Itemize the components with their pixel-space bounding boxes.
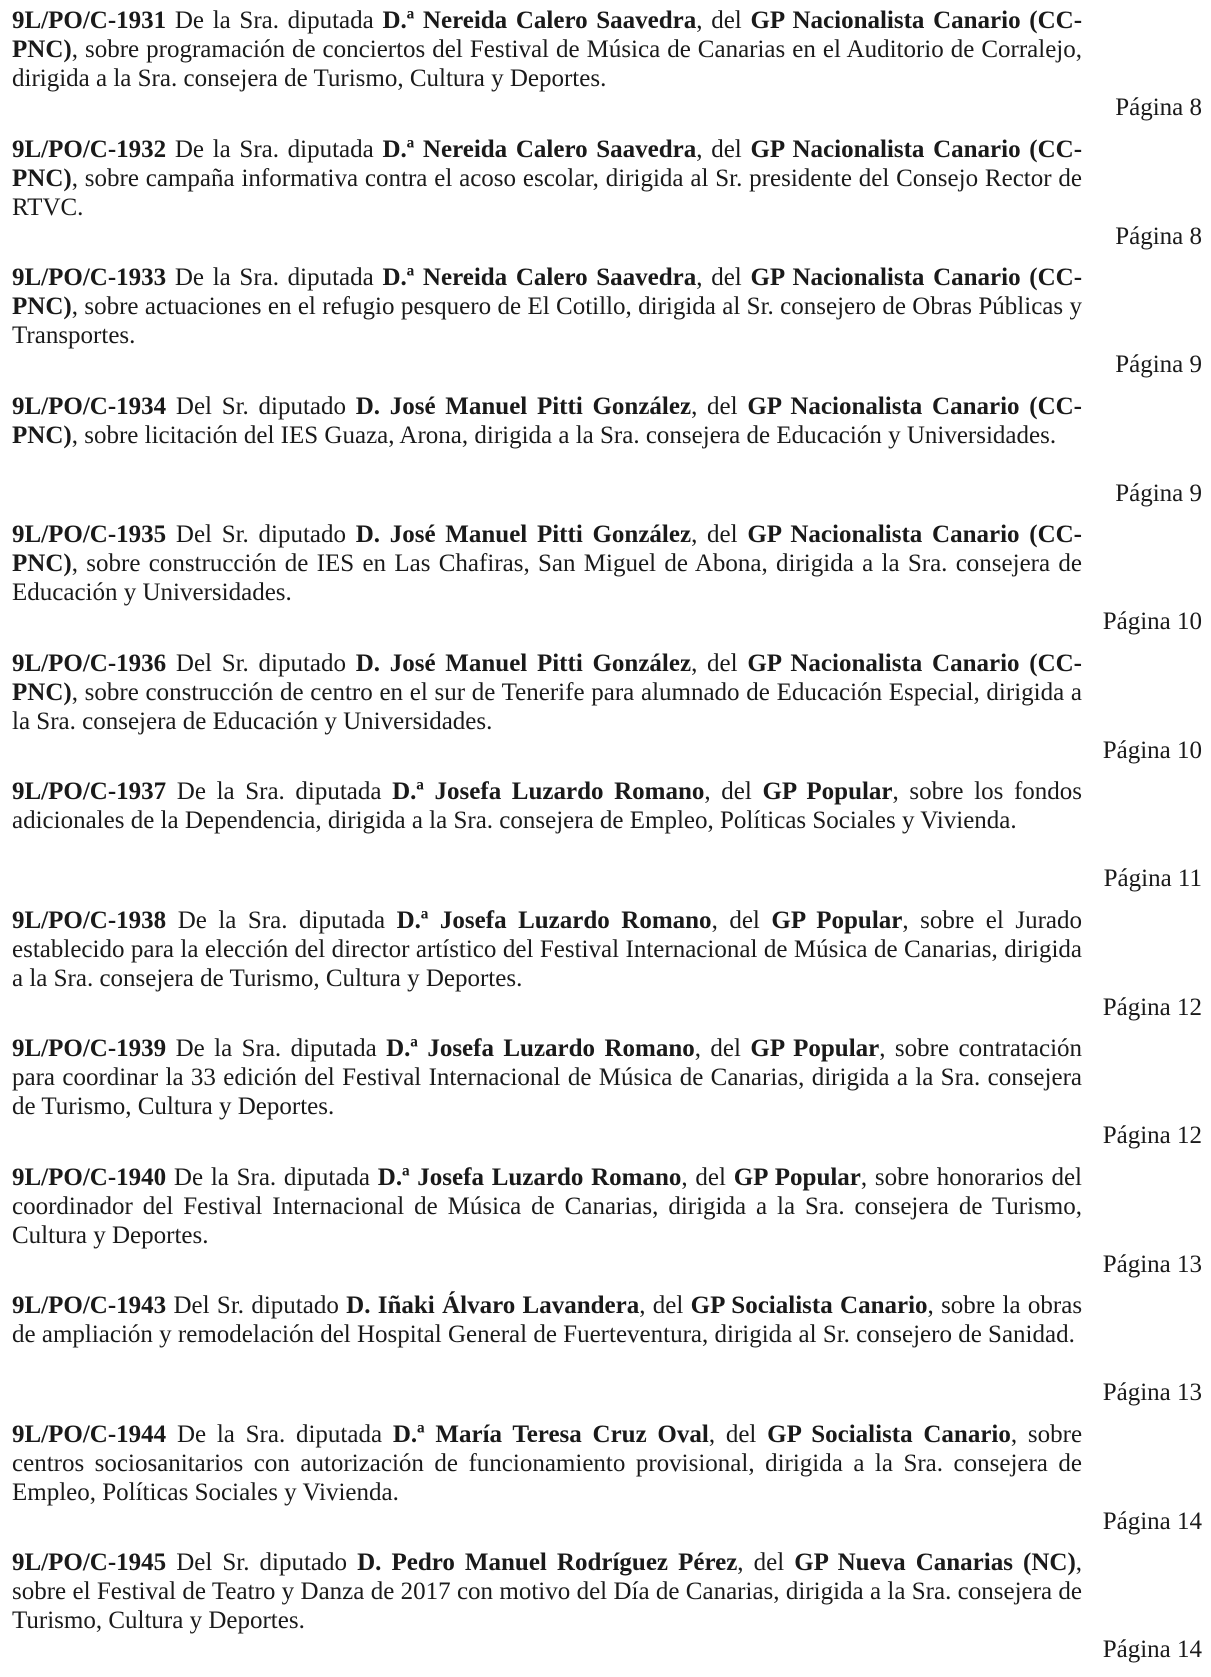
entry-intro: De la Sra. diputada <box>177 906 386 934</box>
entry-group: GP Nueva Canarias (NC) <box>794 1549 1076 1576</box>
entry-subject: , sobre centros sociosanitarios con autorización de funcionamiento provisional, dirigida a la Sra. consejera de Empleo, Políticas Sociales y Vivienda. <box>12 1420 1083 1506</box>
entry-group-prefix: , del <box>691 392 738 420</box>
entry-group-prefix: , del <box>691 649 738 677</box>
entry-code: 9L/PO/C-1933 <box>12 264 167 291</box>
entry-subject: , sobre construcción de centro en el sur de Tenerife para alumnado de Educación Especial, dirigida a la Sra. consejera de Educación y Universidades. <box>12 678 1082 735</box>
toc-entry[interactable] <box>12 1420 1202 1537</box>
entry-code: 9L/PO/C-1939 <box>12 1035 167 1062</box>
entry-text <box>12 6 1082 93</box>
entry-subject: , sobre programación de conciertos del Festival de Música de Canarias en el Auditorio de Corralejo, dirigida a la Sra. consejera de Turismo, Cultura y Deportes. <box>12 36 1082 92</box>
toc-entry[interactable] <box>12 1548 1202 1665</box>
entry-page-ref[interactable]: Página 13 <box>1102 1250 1202 1278</box>
entry-group: GP Nacionalista Canario (CC-PNC) <box>12 392 1083 449</box>
entry-code: 9L/PO/C-1931 <box>12 7 167 34</box>
entry-author: D.ª María Teresa Cruz Oval <box>392 1420 709 1448</box>
entry-page-ref[interactable]: Página 9 <box>1115 479 1202 507</box>
entry-text <box>12 1548 1082 1635</box>
toc-entry[interactable] <box>12 649 1202 766</box>
entry-author: D.ª Josefa Luzardo Romano <box>377 1163 682 1191</box>
toc-entry[interactable] <box>12 777 1202 894</box>
entry-page-ref[interactable]: Página 10 <box>1102 736 1202 764</box>
entry-group: GP Socialista Canario <box>690 1292 928 1319</box>
entry-author: D. José Manuel Pitti González <box>355 649 692 677</box>
entry-group: GP Popular <box>733 1163 861 1191</box>
entry-intro: De la Sra. diputada <box>174 135 374 163</box>
entry-intro: Del Sr. diputado <box>175 521 347 548</box>
entry-text <box>12 520 1082 607</box>
entry-subject: , sobre licitación del IES Guaza, Arona, dirigida a la Sra. consejera de Educación y Universidades. <box>71 421 1057 449</box>
entry-group-prefix: , del <box>691 521 738 548</box>
entry-author: D.ª Nereida Calero Saavedra <box>382 135 697 163</box>
entry-text <box>12 1163 1082 1250</box>
toc-entry[interactable] <box>12 263 1202 380</box>
entry-code: 9L/PO/C-1935 <box>12 521 167 548</box>
entry-page-ref[interactable]: Página 14 <box>1102 1507 1202 1535</box>
entry-code: 9L/PO/C-1938 <box>12 906 167 934</box>
entry-subject: , sobre los fondos adicionales de la Dependencia, dirigida a la Sra. consejera de Empleo, Políticas Sociales y Vivienda. <box>12 778 1082 834</box>
entry-code: 9L/PO/C-1944 <box>12 1420 167 1448</box>
entry-text <box>12 906 1082 993</box>
entry-text <box>12 777 1082 835</box>
entry-page-ref[interactable]: Página 13 <box>1102 1379 1202 1406</box>
entry-author: D.ª Josefa Luzardo Romano <box>392 778 705 805</box>
entry-page-ref[interactable]: Página 8 <box>1115 222 1202 250</box>
entry-author: D. Pedro Manuel Rodríguez Pérez <box>357 1549 738 1576</box>
entry-text <box>12 1420 1082 1507</box>
entry-page-ref[interactable]: Página 8 <box>1115 94 1202 121</box>
entry-page-ref[interactable]: Página 12 <box>1102 1122 1202 1149</box>
entry-text <box>12 649 1082 736</box>
entry-author: D.ª Josefa Luzardo Romano <box>396 906 712 934</box>
entry-code: 9L/PO/C-1934 <box>12 392 167 420</box>
entry-author: D.ª Nereida Calero Saavedra <box>382 7 697 34</box>
entry-group: GP Popular <box>771 906 903 934</box>
entry-code: 9L/PO/C-1936 <box>12 649 167 677</box>
entry-group-prefix: , del <box>696 264 742 291</box>
toc-entry[interactable] <box>12 1291 1202 1408</box>
entry-text <box>12 392 1082 450</box>
entry-group: GP Nacionalista Canario (CC-PNC) <box>12 135 1083 192</box>
entry-code: 9L/PO/C-1937 <box>12 778 167 805</box>
entry-group-prefix: , del <box>711 906 760 934</box>
entry-page-ref[interactable]: Página 10 <box>1102 608 1202 635</box>
entry-text <box>12 263 1082 350</box>
entry-subject: , sobre la obras de ampliación y remodelación del Hospital General de Fuerteventura, dirigida al Sr. consejero de Sanidad. <box>12 1292 1083 1348</box>
entry-subject: , sobre contratación para coordinar la 33 edición del Festival Internacional de Música de Canarias, dirigida a la Sra. consejera de Turismo, Cultura y Deportes. <box>12 1035 1083 1120</box>
entry-intro: De la Sra. diputada <box>174 7 374 34</box>
entry-author: D.ª Nereida Calero Saavedra <box>382 264 697 291</box>
entry-author: D.ª Josefa Luzardo Romano <box>386 1035 695 1062</box>
entry-group: GP Popular <box>762 778 893 805</box>
toc-entry[interactable] <box>12 135 1202 252</box>
entry-group: GP Nacionalista Canario (CC-PNC) <box>12 521 1083 577</box>
entry-subject: , sobre el Jurado establecido para la elección del director artístico del Festival Internacional de Música de Canarias, dirigida a la Sra. consejera de Turismo, Cultura y Deportes. <box>12 906 1083 992</box>
entry-group-prefix: , del <box>639 1292 684 1319</box>
entry-code: 9L/PO/C-1943 <box>12 1292 167 1319</box>
entry-intro: De la Sra. diputada <box>176 1420 383 1448</box>
entry-code: 9L/PO/C-1932 <box>12 135 167 163</box>
entry-subject: , sobre el Festival de Teatro y Danza de 2017 con motivo del Día de Canarias, dirigida a la Sra. consejera de Turismo, Cultura y Deportes. <box>12 1549 1083 1634</box>
entry-group: GP Socialista Canario <box>767 1420 1011 1448</box>
entry-subject: , sobre campaña informativa contra el acoso escolar, dirigida al Sr. presidente del Consejo Rector de RTVC. <box>12 164 1082 221</box>
entry-group-prefix: , del <box>704 778 752 805</box>
entry-group: GP Nacionalista Canario (CC-PNC) <box>12 264 1083 320</box>
entry-author: D. José Manuel Pitti González <box>355 521 692 548</box>
toc-entry[interactable] <box>12 392 1202 509</box>
entry-code: 9L/PO/C-1940 <box>12 1163 167 1191</box>
entry-author: D. Iñaki Álvaro Lavandera <box>346 1292 640 1319</box>
entry-group: GP Nacionalista Canario (CC-PNC) <box>12 7 1083 63</box>
entry-page-ref[interactable]: Página 12 <box>1102 993 1202 1021</box>
entry-page-ref[interactable]: Página 9 <box>1115 351 1202 378</box>
entry-subject: , sobre construcción de IES en Las Chafiras, San Miguel de Abona, dirigida a la Sra. consejera de Educación y Universidades. <box>12 550 1082 606</box>
entry-author: D. José Manuel Pitti González <box>355 392 692 420</box>
entry-intro: De la Sra. diputada <box>173 1163 371 1191</box>
entry-group: GP Nacionalista Canario (CC-PNC) <box>12 649 1083 706</box>
entry-intro: De la Sra. diputada <box>175 1035 377 1062</box>
entry-group-prefix: , del <box>681 1163 726 1191</box>
entry-group-prefix: , del <box>696 7 742 34</box>
entry-intro: Del Sr. diputado <box>176 1549 348 1576</box>
entry-group: GP Popular <box>750 1035 880 1062</box>
toc-entry[interactable] <box>12 6 1202 123</box>
entry-group-prefix: , del <box>708 1420 757 1448</box>
entry-text <box>12 135 1082 222</box>
entry-intro: De la Sra. diputada <box>176 778 382 805</box>
entry-page-ref[interactable]: Página 14 <box>1102 1636 1202 1663</box>
entry-intro: De la Sra. diputada <box>174 264 374 291</box>
toc-entry[interactable] <box>12 906 1202 1023</box>
entry-intro: Del Sr. diputado <box>173 1292 339 1319</box>
entry-group-prefix: , del <box>737 1549 785 1576</box>
entry-page-ref[interactable]: Página 11 <box>1103 865 1202 892</box>
entry-group-prefix: , del <box>696 135 742 163</box>
entry-subject: , sobre actuaciones en el refugio pesquero de El Cotillo, dirigida al Sr. consejero de Obras Públicas y Transportes. <box>12 293 1082 349</box>
entry-text <box>12 1034 1082 1121</box>
toc-entry[interactable] <box>12 520 1202 637</box>
entry-intro: Del Sr. diputado <box>175 392 347 420</box>
toc-entry[interactable] <box>12 1034 1202 1151</box>
entry-code: 9L/PO/C-1945 <box>12 1549 167 1576</box>
table-of-contents <box>12 6 1202 1677</box>
toc-entry[interactable] <box>12 1163 1202 1280</box>
entry-text <box>12 1291 1082 1349</box>
entry-intro: Del Sr. diputado <box>175 649 347 677</box>
entry-group-prefix: , del <box>694 1035 741 1062</box>
entry-subject: , sobre honorarios del coordinador del Festival Internacional de Música de Canarias, dirigida a la Sra. consejera de Turismo, Cultura y Deportes. <box>12 1163 1082 1249</box>
